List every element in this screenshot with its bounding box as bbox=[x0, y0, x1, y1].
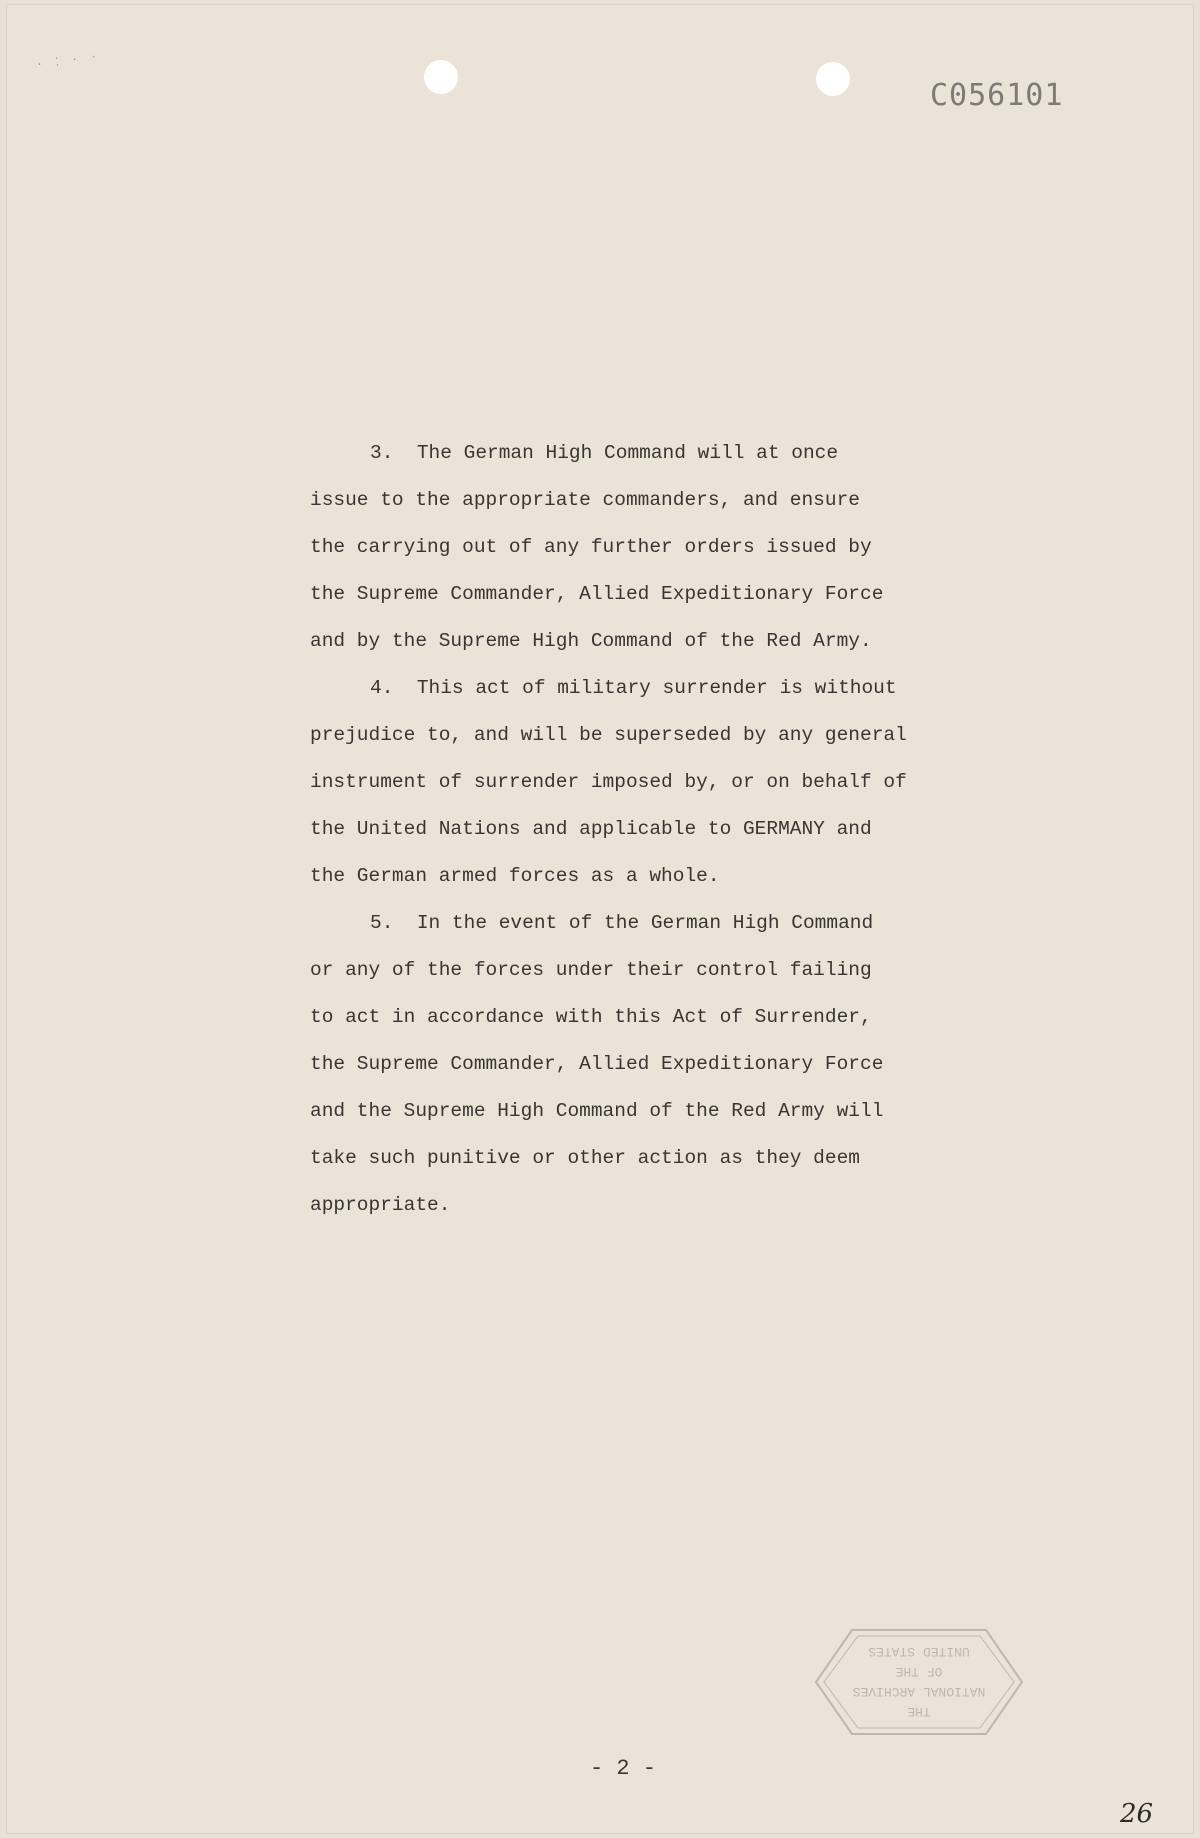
paragraph-number: 3. bbox=[370, 442, 394, 464]
paragraph-3-line-3: the carrying out of any further orders issued by bbox=[310, 536, 872, 558]
national-archives-seal bbox=[812, 1626, 1026, 1738]
paragraph-3-line-2: issue to the appropriate commanders, and ensure bbox=[310, 489, 860, 511]
seal-line-2: NATIONAL ARCHIVES bbox=[852, 1684, 986, 1699]
paragraph-4-line-2: prejudice to, and will be superseded by any general bbox=[310, 724, 907, 746]
paragraph-5-line-1: 5. In the event of the German High Command bbox=[370, 912, 874, 934]
punch-hole-left bbox=[424, 60, 458, 94]
control-number: C056101 bbox=[930, 78, 1064, 113]
paragraph-4-line-3: instrument of surrender imposed by, or on behalf of bbox=[310, 771, 907, 793]
paragraph-5-line-4: the Supreme Commander, Allied Expeditionary Force bbox=[310, 1053, 884, 1075]
corner-marks: · ⁚ · · bbox=[35, 49, 101, 72]
paragraph-5-line-5: and the Supreme High Command of the Red Army will bbox=[310, 1100, 884, 1122]
paragraph-5-line-3: to act in accordance with this Act of Surrender, bbox=[310, 1006, 872, 1028]
paragraph-number: 5. bbox=[370, 912, 394, 934]
seal-line-3: OF THE bbox=[895, 1664, 943, 1679]
paragraph-4-line-4: the United Nations and applicable to GERMANY and bbox=[310, 818, 872, 840]
paragraph-5-line-7: appropriate. bbox=[310, 1194, 451, 1216]
paragraph-3-line-4: the Supreme Commander, Allied Expeditionary Force bbox=[310, 583, 884, 605]
surrender-text bbox=[310, 430, 950, 1229]
seal-line-4: UNITED STATES bbox=[868, 1644, 970, 1659]
paragraph-3-line-1: 3. The German High Command will at once bbox=[370, 442, 839, 464]
handwritten-page-number bbox=[1118, 1798, 1162, 1828]
paragraph-5-line-2: or any of the forces under their control failing bbox=[310, 959, 872, 981]
paragraph-3-line-5: and by the Supreme High Command of the Red Army. bbox=[310, 630, 872, 652]
paragraph-5-line-6: take such punitive or other action as they deem bbox=[310, 1147, 860, 1169]
paragraph-number: 4. bbox=[370, 677, 394, 699]
punch-hole-right bbox=[816, 62, 850, 96]
page-number: - 2 - bbox=[590, 1756, 657, 1781]
paragraph-4-line-5: the German armed forces as a whole. bbox=[310, 865, 720, 887]
document-page bbox=[6, 4, 1194, 1834]
paragraph-4-line-1: 4. This act of military surrender is without bbox=[370, 677, 897, 699]
svg-text:26: 26 bbox=[1120, 1799, 1154, 1828]
seal-line-1: THE bbox=[907, 1704, 931, 1719]
